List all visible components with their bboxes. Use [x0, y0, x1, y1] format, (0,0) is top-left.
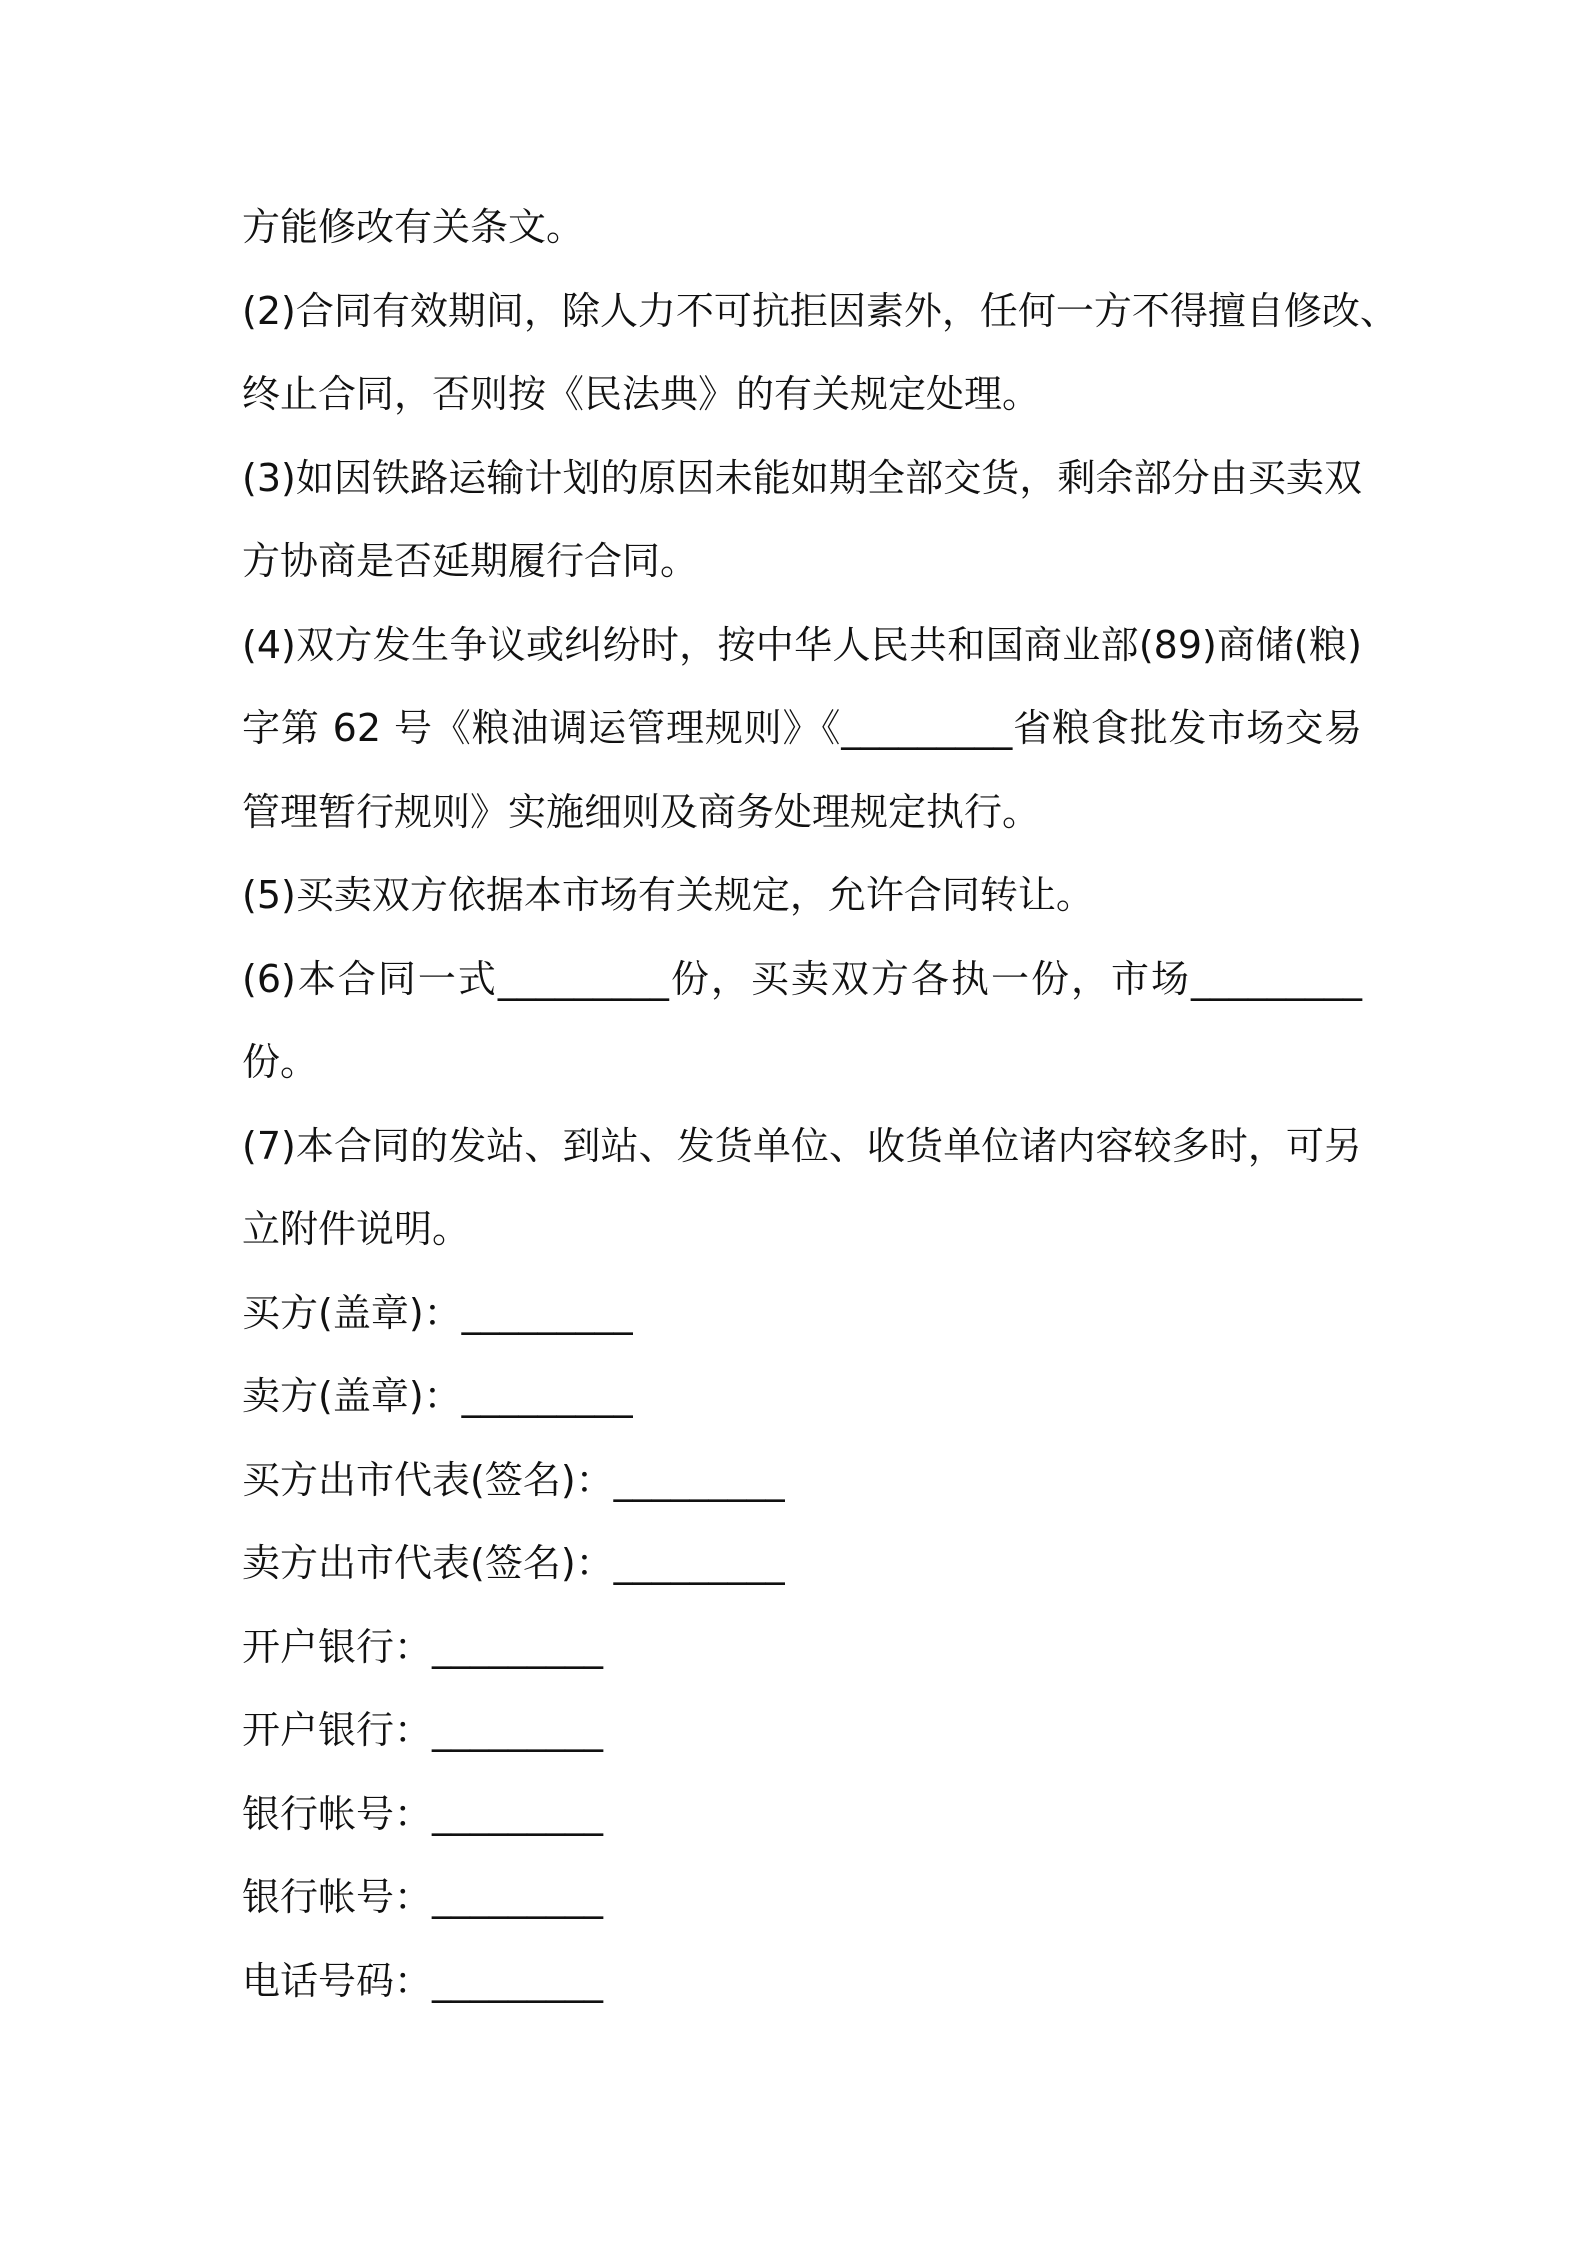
text-line-clause5: (5)买卖双方依据本市场有关规定，允许合同转让。 [242, 873, 1094, 917]
text-line-clause7-end: 立附件说明。 [242, 1207, 471, 1251]
text-line-clause2: (2)合同有效期间，除人力不可抗拒因素外，任何一方不得擅自修改、 [242, 288, 1398, 333]
text-line-clause6: (6)本合同一式_________份，买卖双方各执一份，市场_________ [242, 956, 1362, 1001]
field-buyer-representative: 买方出市代表(签名)：_________ [242, 1457, 785, 1502]
field-buyer-seal: 买方(盖章)：_________ [242, 1290, 633, 1335]
field-account-1: 银行帐号：_________ [242, 1791, 604, 1836]
document-page [242, 186, 1398, 2023]
text-line-clause7: (7)本合同的发站、到站、发货单位、收货单位诸内容较多时，可另 [242, 1123, 1362, 1168]
text-line-clause6-end: 份。 [242, 1040, 319, 1084]
field-seller-representative: 卖方出市代表(签名)：_________ [242, 1541, 785, 1585]
text-line-clause4-end: 管理暂行规则》实施细则及商务处理规定执行。 [242, 789, 1041, 834]
field-account-2: 银行帐号：_________ [242, 1875, 604, 1919]
field-seller-seal: 卖方(盖章)：_________ [242, 1374, 633, 1418]
text-line-clause3-end: 方协商是否延期履行合同。 [242, 539, 699, 583]
text-line-clause4-cont: 字第 62 号《粮油调运管理规则》《_________省粮食批发市场交易 [242, 706, 1362, 750]
field-bank-2: 开户银行：_________ [242, 1708, 604, 1752]
field-bank-1: 开户银行：_________ [242, 1624, 604, 1669]
text-line-clause1-end: 方能修改有关条文。 [242, 205, 585, 249]
field-phone: 电话号码：_________ [242, 1958, 604, 2003]
text-line-clause4: (4)双方发生争议或纠纷时，按中华人民共和国商业部(89)商储(粮) [242, 622, 1362, 667]
text-line-clause3: (3)如因铁路运输计划的原因未能如期全部交货，剩余部分由买卖双 [242, 455, 1362, 500]
text-line-clause2-end: 终止合同，否则按《民法典》的有关规定处理。 [242, 372, 1041, 416]
